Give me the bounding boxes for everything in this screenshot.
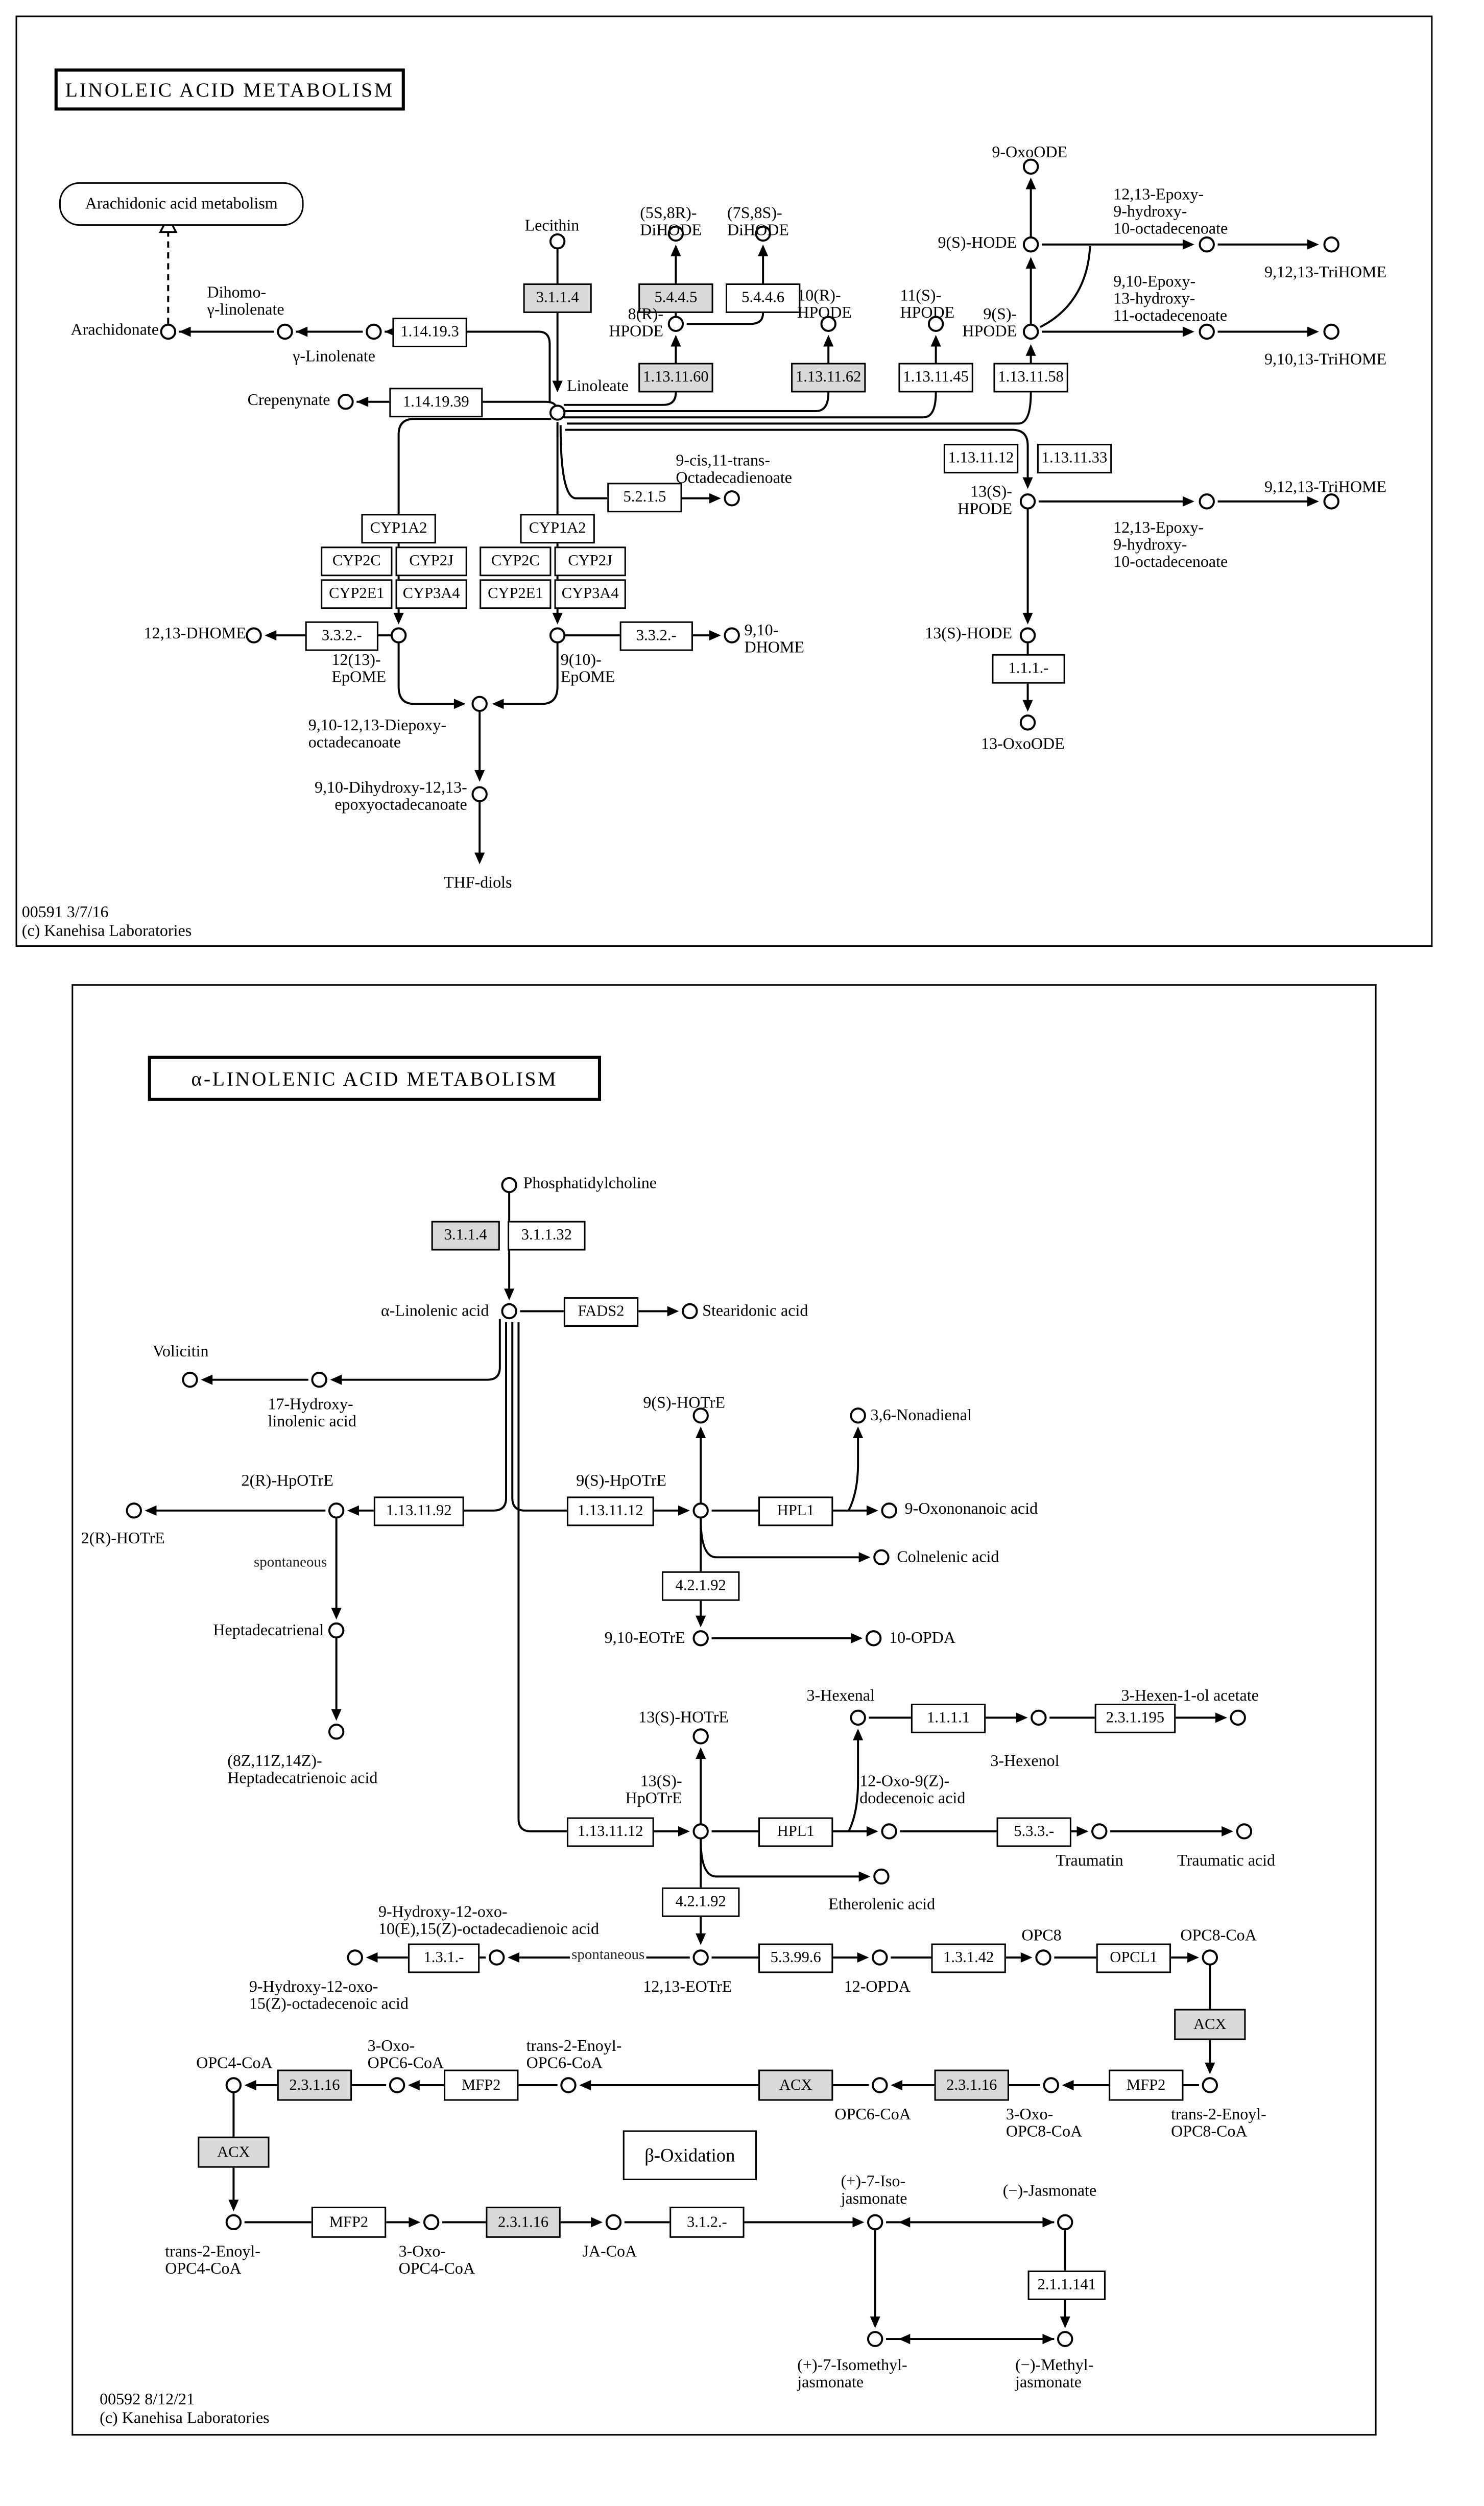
compound-label-9-10: 9,10- (744, 623, 779, 640)
enzyme-box-5-2-1-5[interactable]: 5.2.1.5 (607, 483, 682, 512)
enzyme-box-2-1-1-141[interactable]: 2.1.1.141 (1028, 2271, 1106, 2300)
compound-label-colnelenic-acid: Colnelenic acid (897, 1549, 999, 1567)
enzyme-box-3-1-1-4[interactable]: 3.1.1.4 (432, 1221, 500, 1251)
compound-label-13-s-hotre: 13(S)-HOTrE (638, 1710, 729, 1727)
compound-label-dihode: DiHODE (640, 223, 702, 240)
enzyme-box-cyp3a4[interactable]: CYP3A4 (555, 579, 626, 609)
enzyme-box-5-3-3[interactable]: 5.3.3.- (997, 1818, 1071, 1847)
compound-label-9-hydroxy: 9-hydroxy- (1113, 204, 1187, 222)
enzyme-box-2-3-1-16[interactable]: 2.3.1.16 (935, 2070, 1009, 2101)
compound-label-arachidonate: Arachidonate (70, 322, 159, 340)
enzyme-box-mfp2[interactable]: MFP2 (444, 2070, 518, 2101)
map2-title: α-LINOLENIC ACID METABOLISM (148, 1056, 601, 1101)
compound-label-10-octadecenoate: 10-octadecenoate (1113, 221, 1228, 238)
compound-label-jasmonate: (−)-Jasmonate (1002, 2183, 1097, 2201)
compound-label-12-opda: 12-OPDA (844, 1979, 911, 1997)
enzyme-box-1-13-11-60[interactable]: 1.13.11.60 (638, 363, 713, 392)
enzyme-box-5-4-4-5[interactable]: 5.4.4.5 (638, 283, 713, 313)
compound-label-traumatic-acid: Traumatic acid (1177, 1853, 1276, 1871)
compound-label-12-13-dhome: 12,13-DHOME (143, 626, 246, 643)
compound-label-opc4-coa: OPC4-CoA (196, 2056, 273, 2073)
compound-label-9-s-hode: 9(S)-HODE (938, 235, 1017, 252)
compound-label-3-oxo: 3-Oxo- (1006, 2107, 1054, 2125)
compound-label-9-10: 9(10)- (560, 652, 602, 670)
compound-label-lecithin: Lecithin (524, 218, 580, 235)
enzyme-box-acx[interactable]: ACX (198, 2137, 269, 2168)
compound-label-9-10-12-13-diepoxy: 9,10-12,13-Diepoxy- (308, 718, 447, 735)
enzyme-box-cyp1a2[interactable]: CYP1A2 (520, 514, 594, 543)
enzyme-box-1-14-19-39[interactable]: 1.14.19.39 (389, 388, 483, 417)
compound-label-9-cis-11-trans: 9-cis,11-trans- (676, 453, 771, 470)
compound-label-7-iso: (+)-7-Iso- (841, 2174, 906, 2191)
compound-label-8-r: 8(R)- (628, 306, 664, 324)
compound-label-9-s: 9(S)- (983, 306, 1017, 324)
enzyme-box-1-14-19-3[interactable]: 1.14.19.3 (392, 318, 467, 347)
compound-label-ja-coa: JA-CoA (582, 2244, 637, 2261)
compound-label-13-hydroxy: 13-hydroxy- (1113, 291, 1195, 308)
compound-label-11-octadecenoate: 11-octadecenoate (1113, 308, 1228, 326)
compound-label-opc8-coa: OPC8-CoA (1180, 1928, 1257, 1945)
compound-label-9-10-eotre: 9,10-EOTrE (604, 1630, 685, 1648)
enzyme-box-mfp2[interactable]: MFP2 (1109, 2070, 1183, 2101)
enzyme-box-1-3-1[interactable]: 1.3.1.- (408, 1944, 480, 1973)
compound-label-3-hexen-1-ol-acetate: 3-Hexen-1-ol acetate (1121, 1688, 1259, 1705)
compound-label-7s-8s: (7S,8S)- (727, 205, 782, 223)
compound-label-12-13-epoxy: 12,13-Epoxy- (1113, 520, 1204, 538)
enzyme-box-3-3-2[interactable]: 3.3.2.- (620, 622, 693, 651)
compound-label-linoleate: Linoleate (566, 378, 629, 396)
map1-title: LINOLEIC ACID METABOLISM (55, 68, 405, 110)
compound-label-epome: EpOME (331, 670, 387, 687)
enzyme-box-oxidation[interactable]: β-Oxidation (623, 2130, 757, 2180)
enzyme-box-mfp2[interactable]: MFP2 (312, 2207, 386, 2238)
compound-label-9-12-13-trihome: 9,12,13-TriHOME (1264, 480, 1387, 497)
compound-label-epoxyoctadecanoate: epoxyoctadecanoate (334, 797, 467, 815)
compound-label-octadecadienoate: Octadecadienoate (676, 470, 792, 488)
enzyme-box-acx[interactable]: ACX (758, 2070, 833, 2101)
compound-label-8z-11z-14z: (8Z,11Z,14Z)- (227, 1753, 322, 1771)
compound-label-9-hydroxy-12-oxo: 9-Hydroxy-12-oxo- (249, 1979, 378, 1997)
enzyme-box-1-13-11-62[interactable]: 1.13.11.62 (791, 363, 866, 392)
compound-label-12-oxo-9-z: 12-Oxo-9(Z)- (859, 1774, 950, 1791)
compound-label-heptadecatrienal: Heptadecatrienal (213, 1622, 324, 1640)
compound-label-10-opda: 10-OPDA (889, 1630, 956, 1648)
enzyme-box-1-13-11-12[interactable]: 1.13.11.12 (567, 1496, 654, 1526)
compound-label-7-isomethyl: (+)-7-Isomethyl- (797, 2357, 907, 2375)
enzyme-box-acx[interactable]: ACX (1174, 2009, 1246, 2040)
enzyme-box-5-4-4-6[interactable]: 5.4.4.6 (726, 283, 800, 313)
compound-label-spontaneous: spontaneous (570, 1948, 646, 1966)
compound-label-9-10-dihydroxy-12-13: 9,10-Dihydroxy-12,13- (314, 780, 467, 798)
compound-label-traumatin: Traumatin (1056, 1853, 1123, 1871)
compound-label-10-e-15-z-octadecadienoic-acid: 10(E),15(Z)-octadecadienoic acid (378, 1921, 600, 1939)
compound-label-phosphatidylcholine: Phosphatidylcholine (523, 1176, 657, 1193)
map2-footer-copyright: (c) Kanehisa Laboratories (100, 2410, 270, 2428)
compound-label-hpode: HPODE (797, 305, 852, 323)
enzyme-box-1-13-11-58[interactable]: 1.13.11.58 (993, 363, 1068, 392)
compound-label-jasmonate: jasmonate (841, 2191, 907, 2208)
compound-label-crepenynate: Crepenynate (247, 392, 330, 410)
compound-label-3-hexenal: 3-Hexenal (806, 1688, 875, 1705)
compound-label-13-oxoode: 13-OxoODE (981, 736, 1065, 754)
compound-label-9-s-hotre: 9(S)-HOTrE (643, 1395, 726, 1413)
compound-label-5s-8r: (5S,8R)- (640, 205, 697, 223)
enzyme-box-1-13-11-45[interactable]: 1.13.11.45 (898, 363, 973, 392)
compound-label-dodecenoic-acid: dodecenoic acid (859, 1791, 966, 1808)
enzyme-box-1-13-11-33[interactable]: 1.13.11.33 (1037, 444, 1112, 473)
compound-label-dihomo: Dihomo- (207, 285, 267, 302)
compound-label-10-r: 10(R)- (797, 288, 841, 305)
enzyme-box-1-3-1-42[interactable]: 1.3.1.42 (931, 1944, 1006, 1973)
compound-label-stearidonic-acid: Stearidonic acid (702, 1303, 808, 1321)
enzyme-box-1-13-11-12[interactable]: 1.13.11.12 (944, 444, 1018, 473)
enzyme-box-3-1-2[interactable]: 3.1.2.- (669, 2207, 744, 2238)
compound-label-12-13-eotre: 12,13-EOTrE (643, 1979, 732, 1997)
compound-label-3-oxo: 3-Oxo- (367, 2038, 415, 2056)
compound-label-linolenic-acid: α-Linolenic acid (380, 1303, 489, 1321)
compound-label-hpotre: HpOTrE (625, 1791, 682, 1808)
compound-label-opc6-coa: OPC6-CoA (367, 2056, 444, 2073)
map2-footer-id: 00592 8/12/21 (100, 2392, 195, 2409)
compound-label-opc8-coa: OPC8-CoA (1006, 2124, 1083, 2141)
enzyme-box-cyp2e1[interactable]: CYP2E1 (321, 579, 392, 609)
compound-label-dihode: DiHODE (727, 223, 789, 240)
enzyme-box-2-3-1-16[interactable]: 2.3.1.16 (486, 2207, 560, 2238)
enzyme-box-2-3-1-16[interactable]: 2.3.1.16 (277, 2070, 352, 2101)
compound-label-opc6-coa: OPC6-CoA (834, 2107, 911, 2125)
compound-label-17-hydroxy: 17-Hydroxy- (268, 1397, 353, 1414)
compound-label-jasmonate: jasmonate (797, 2375, 864, 2392)
compound-label-opc4-coa: OPC4-CoA (165, 2261, 242, 2279)
enzyme-box-hpl1[interactable]: HPL1 (758, 1496, 833, 1526)
compound-label-spontaneous: spontaneous (254, 1556, 327, 1571)
enzyme-box-2-3-1-195[interactable]: 2.3.1.195 (1095, 1704, 1176, 1733)
compound-label-trans-2-enoyl: trans-2-Enoyl- (165, 2244, 260, 2261)
enzyme-box-1-13-11-12[interactable]: 1.13.11.12 (567, 1818, 654, 1847)
enzyme-box-3-1-1-4[interactable]: 3.1.1.4 (523, 283, 592, 313)
enzyme-box-cyp2j[interactable]: CYP2J (396, 546, 467, 576)
compound-label-trans-2-enoyl: trans-2-Enoyl- (1171, 2107, 1266, 2125)
compound-label-dhome: DHOME (744, 640, 804, 657)
compound-label-hpode: HPODE (958, 501, 1013, 519)
compound-label-etherolenic-acid: Etherolenic acid (828, 1897, 936, 1914)
enzyme-box-3-1-1-32[interactable]: 3.1.1.32 (508, 1221, 585, 1251)
compound-label-3-oxo: 3-Oxo- (398, 2244, 446, 2261)
compound-label-9-oxoode: 9-OxoODE (992, 145, 1068, 162)
compound-label-9-12-13-trihome: 9,12,13-TriHOME (1264, 265, 1387, 282)
compound-label-epome: EpOME (560, 670, 615, 687)
compound-label-trans-2-enoyl: trans-2-Enoyl- (526, 2038, 622, 2056)
compound-label-9-hydroxy-12-oxo: 9-Hydroxy-12-oxo- (378, 1904, 508, 1922)
compound-label-methyl: (−)-Methyl- (1015, 2357, 1094, 2375)
pathway-link-arachidonic-acid-metabolism[interactable]: Arachidonic acid metabolism (59, 182, 304, 226)
compound-label-15-z-octadecenoic-acid: 15(Z)-octadecenoic acid (249, 1996, 409, 2014)
compound-label-9-10-13-trihome: 9,10,13-TriHOME (1264, 352, 1387, 369)
compound-label-opc4-coa: OPC4-CoA (398, 2261, 475, 2279)
compound-label-hpode: HPODE (962, 324, 1017, 341)
enzyme-box-fads2[interactable]: FADS2 (564, 1297, 638, 1327)
enzyme-box-cyp2c[interactable]: CYP2C (321, 546, 392, 576)
compound-label-opc6-coa: OPC6-CoA (526, 2056, 603, 2073)
enzyme-box-cyp2e1[interactable]: CYP2E1 (480, 579, 551, 609)
enzyme-box-1-13-11-92[interactable]: 1.13.11.92 (374, 1496, 464, 1526)
compound-label-hpode: HPODE (609, 324, 664, 341)
compound-label-12-13-epoxy: 12,13-Epoxy- (1113, 186, 1204, 204)
enzyme-box-1-1-1[interactable]: 1.1.1.- (992, 654, 1065, 684)
enzyme-box-5-3-99-6[interactable]: 5.3.99.6 (758, 1944, 833, 1973)
compound-label-linolenate: γ-linolenate (207, 302, 284, 320)
compound-label-10-octadecenoate: 10-octadecenoate (1113, 554, 1228, 572)
enzyme-box-hpl1[interactable]: HPL1 (758, 1818, 833, 1847)
compound-label-octadecanoate: octadecanoate (308, 735, 401, 752)
enzyme-box-cyp1a2[interactable]: CYP1A2 (361, 514, 436, 543)
compound-label-2-r-hotre: 2(R)-HOTrE (81, 1531, 165, 1548)
compound-label-13-s: 13(S)- (970, 484, 1013, 502)
compound-label-volicitin: Volicitin (152, 1344, 209, 1362)
compound-label-hpode: HPODE (900, 305, 955, 323)
compound-label-heptadecatrienoic-acid: Heptadecatrienoic acid (227, 1771, 378, 1788)
compound-label-opc8-coa: OPC8-CoA (1171, 2124, 1248, 2141)
compound-label-12-13: 12(13)- (331, 652, 381, 670)
map1-footer-copyright: (c) Kanehisa Laboratories (21, 923, 192, 941)
enzyme-box-4-2-1-92[interactable]: 4.2.1.92 (662, 1888, 739, 1917)
enzyme-box-opcl1[interactable]: OPCL1 (1096, 1944, 1171, 1973)
enzyme-box-cyp2j[interactable]: CYP2J (555, 546, 626, 576)
compound-label-9-oxononanoic-acid: 9-Oxononanoic acid (904, 1501, 1038, 1519)
compound-label-9-hydroxy: 9-hydroxy- (1113, 537, 1187, 555)
compound-label-jasmonate: jasmonate (1015, 2375, 1082, 2392)
compound-label-linolenic-acid: linolenic acid (268, 1414, 356, 1431)
enzyme-box-1-1-1-1[interactable]: 1.1.1.1 (911, 1704, 986, 1733)
compound-label-11-s: 11(S)- (900, 288, 942, 305)
compound-label-opc8: OPC8 (1021, 1928, 1062, 1945)
compound-label-9-s-hpotre: 9(S)-HpOTrE (576, 1473, 666, 1491)
enzyme-box-cyp3a4[interactable]: CYP3A4 (396, 579, 467, 609)
enzyme-box-cyp2c[interactable]: CYP2C (480, 546, 551, 576)
compound-label-13-s: 13(S)- (640, 1774, 682, 1791)
enzyme-box-3-3-2[interactable]: 3.3.2.- (305, 622, 378, 651)
compound-label-13-s-hode: 13(S)-HODE (925, 626, 1013, 643)
compound-label-3-6-nonadienal: 3,6-Nonadienal (870, 1407, 972, 1425)
compound-label-9-10-epoxy: 9,10-Epoxy- (1113, 274, 1196, 292)
map1-footer-id: 00591 3/7/16 (21, 904, 109, 922)
compound-label-linolenate: γ-Linolenate (293, 349, 376, 366)
enzyme-box-4-2-1-92[interactable]: 4.2.1.92 (662, 1571, 739, 1601)
compound-label-thf-diols: THF-diols (444, 875, 512, 893)
compound-label-3-hexenol: 3-Hexenol (990, 1753, 1060, 1771)
compound-label-2-r-hpotre: 2(R)-HpOTrE (241, 1473, 333, 1491)
